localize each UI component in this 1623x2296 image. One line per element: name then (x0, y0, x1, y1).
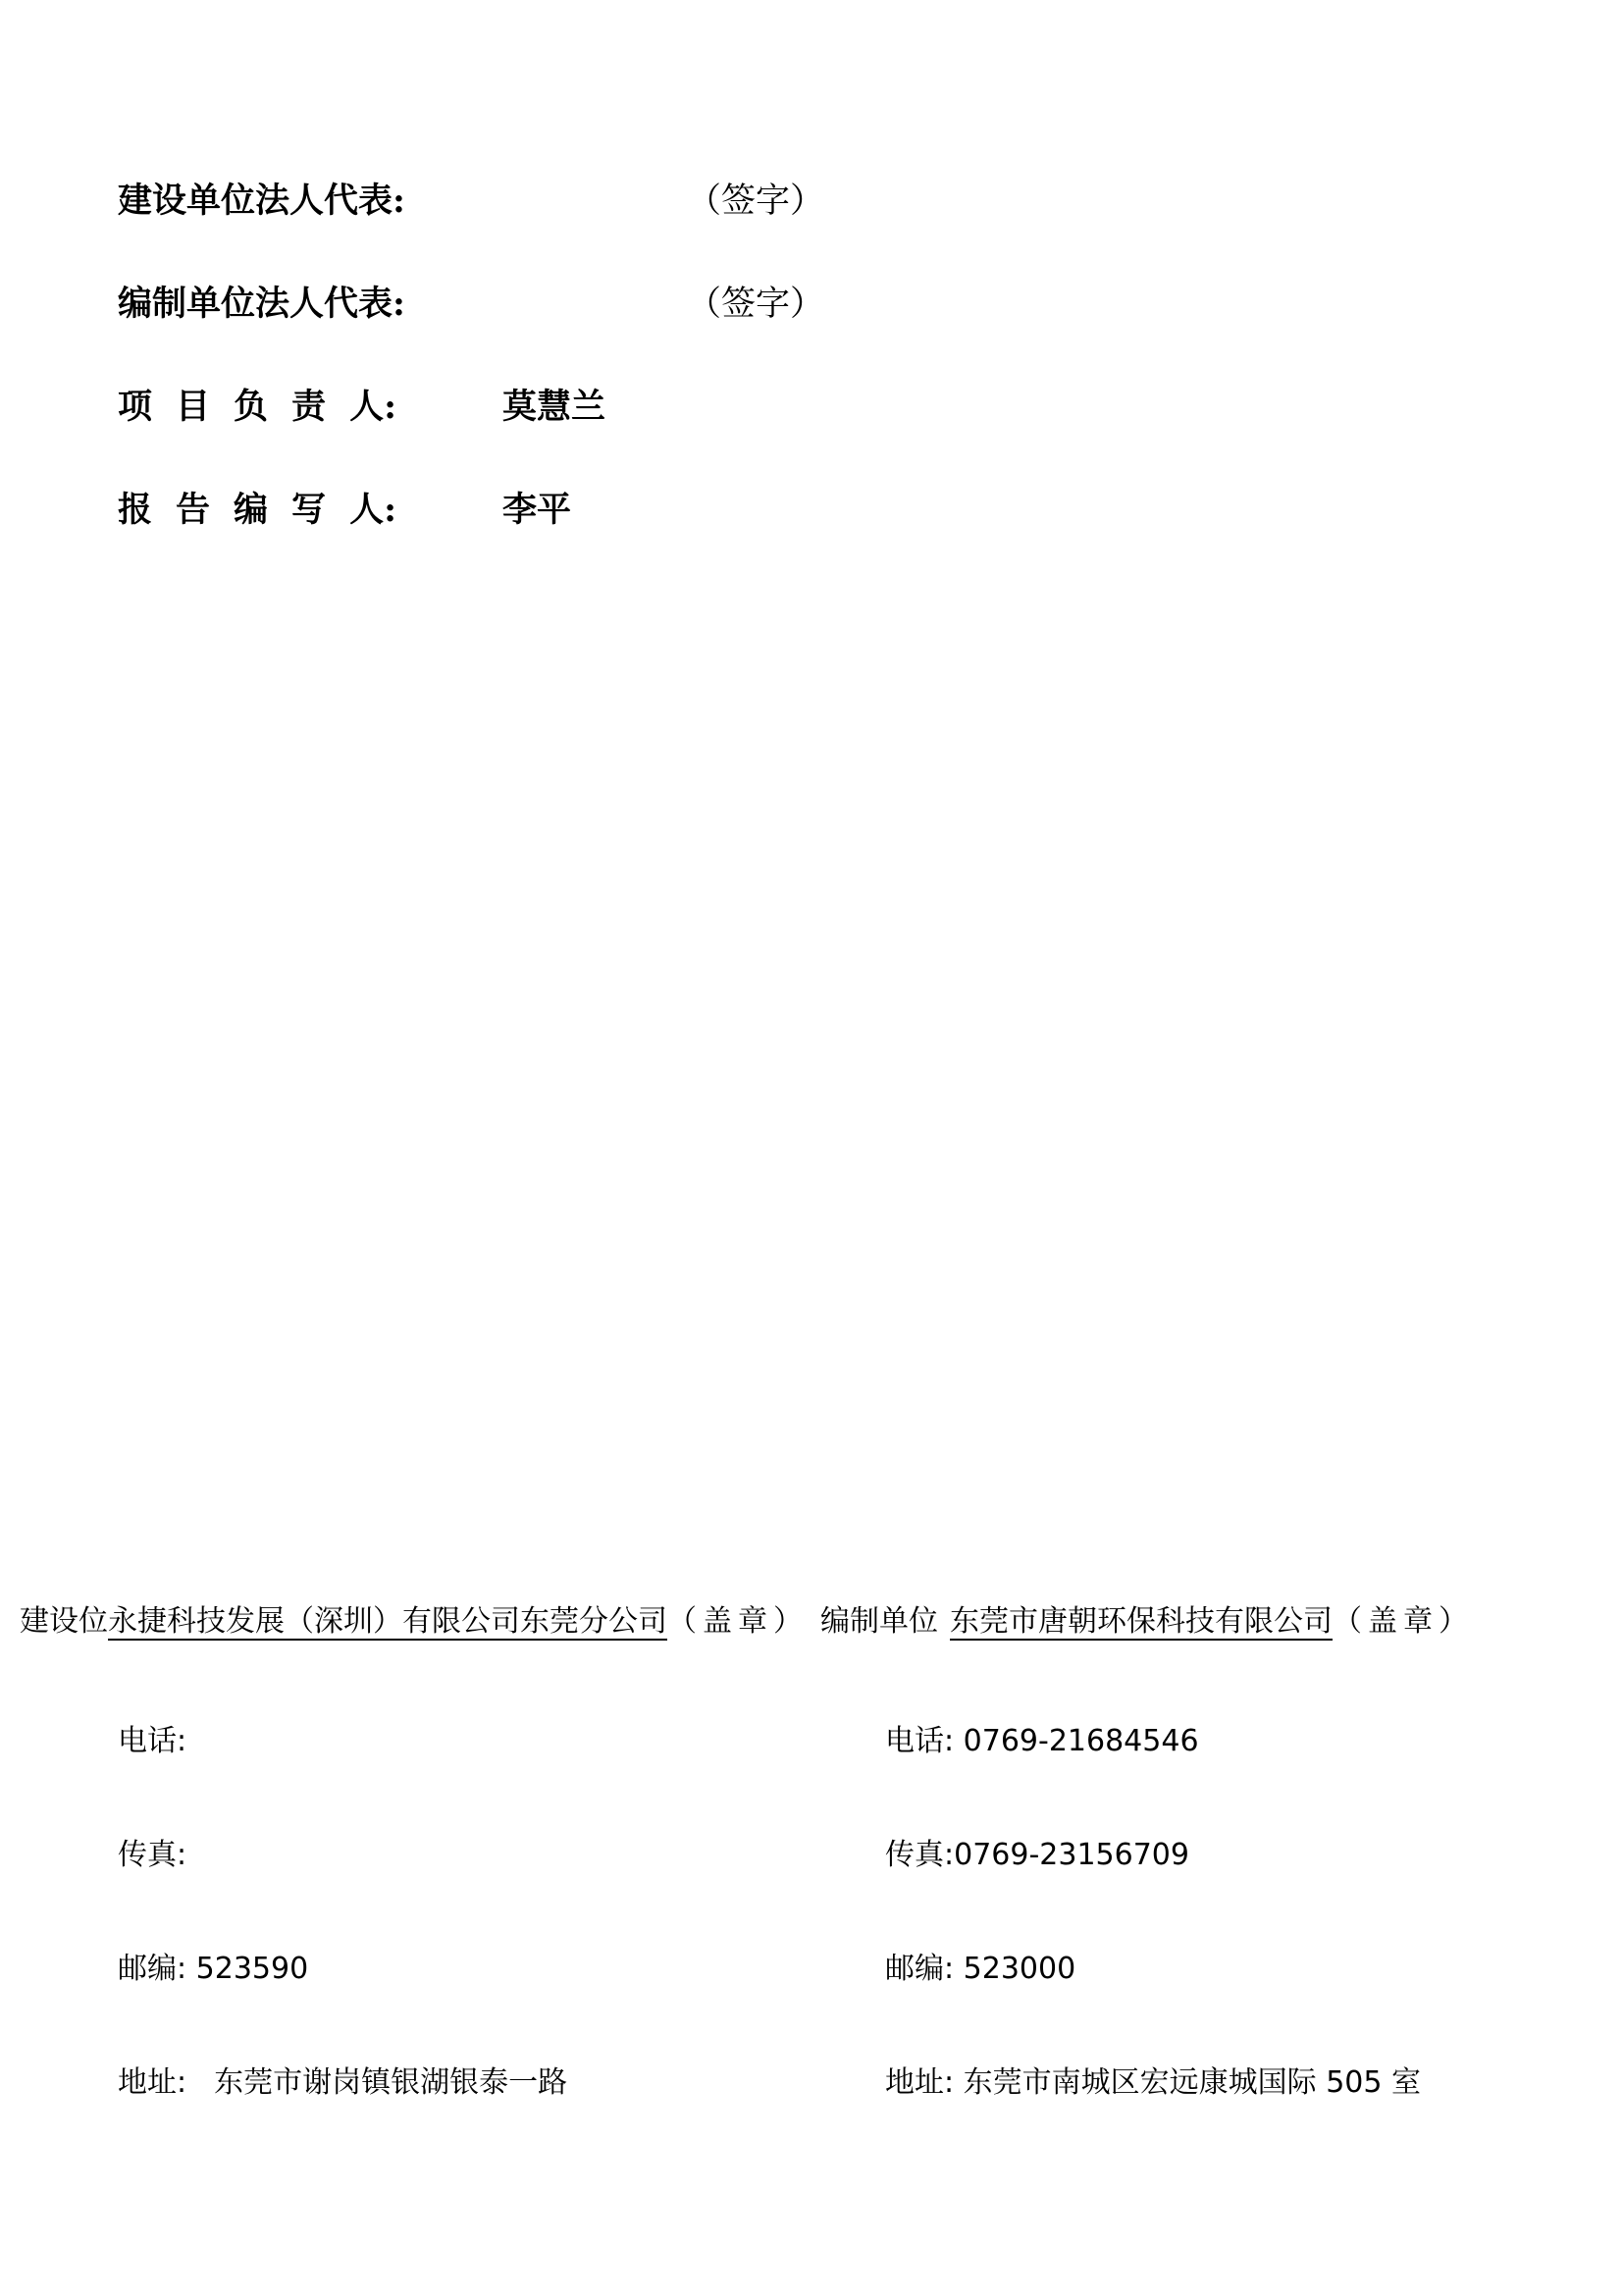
report-author-label-char: 告 (176, 490, 235, 530)
builder-legal-rep-label: 建设单位法人代表: (118, 181, 405, 221)
right-address-row (885, 2063, 1421, 2103)
units-line (20, 1597, 1474, 1646)
report-author-label-char: 人: (349, 490, 396, 530)
right-postcode-label: 邮编: (885, 1952, 955, 1986)
compiler-company-name: 东莞市唐朝环保科技有限公司 (950, 1604, 1333, 1639)
report-author-label-char: 报 (118, 490, 177, 530)
left-phone-row (118, 1722, 186, 1761)
right-fax-label: 传真: (885, 1838, 955, 1872)
report-author-name: 李平 (502, 490, 572, 530)
project-lead-label-char: 负 (234, 387, 292, 427)
right-fax-row (885, 1836, 1189, 1875)
project-lead-label-char: 项 (118, 387, 177, 427)
compiler-prefix: 编制单位 (820, 1604, 938, 1639)
builder-prefix: 建设位 (20, 1604, 108, 1639)
left-address-row (118, 2063, 567, 2103)
builder-seal: （盖章） (667, 1604, 809, 1639)
right-phone-value: 0769-21684546 (963, 1724, 1199, 1758)
left-fax-label: 传真: (118, 1838, 187, 1872)
project-lead-label (118, 383, 396, 432)
left-address-value: 东莞市谢岗镇银湖银泰一路 (214, 2065, 568, 2100)
report-author-label-char: 编 (234, 490, 292, 530)
project-lead-label-char: 责 (291, 387, 350, 427)
left-postcode-row (118, 1950, 308, 1989)
left-phone-label: 电话: (118, 1724, 187, 1758)
builder-company-name: 永捷科技发展（深圳）有限公司东莞分公司 (108, 1604, 667, 1639)
right-phone-row (885, 1722, 1199, 1761)
right-postcode-row (885, 1950, 1075, 1989)
report-author-label-char: 写 (291, 490, 350, 530)
right-fax-value: 0769-23156709 (954, 1838, 1189, 1872)
left-postcode-value: 523590 (195, 1952, 309, 1986)
report-author-label (118, 486, 396, 535)
project-lead-name: 莫慧兰 (502, 387, 606, 427)
compiler-seal: （盖章） (1333, 1604, 1474, 1639)
right-address-value: 东莞市南城区宏远康城国际 505 室 (963, 2065, 1421, 2100)
compiler-legal-rep-signature: （签字） (687, 285, 825, 324)
right-postcode-value: 523000 (963, 1952, 1076, 1986)
compiler-legal-rep-label: 编制单位法人代表: (118, 284, 405, 324)
builder-legal-rep-signature: （签字） (687, 182, 825, 221)
left-fax-row (118, 1836, 186, 1875)
left-postcode-label: 邮编: (118, 1952, 187, 1986)
left-address-label: 地址: (118, 2065, 187, 2100)
right-address-label: 地址: (885, 2065, 955, 2100)
right-phone-label: 电话: (885, 1724, 955, 1758)
project-lead-label-char: 人: (349, 387, 396, 427)
project-lead-label-char: 目 (176, 387, 235, 427)
